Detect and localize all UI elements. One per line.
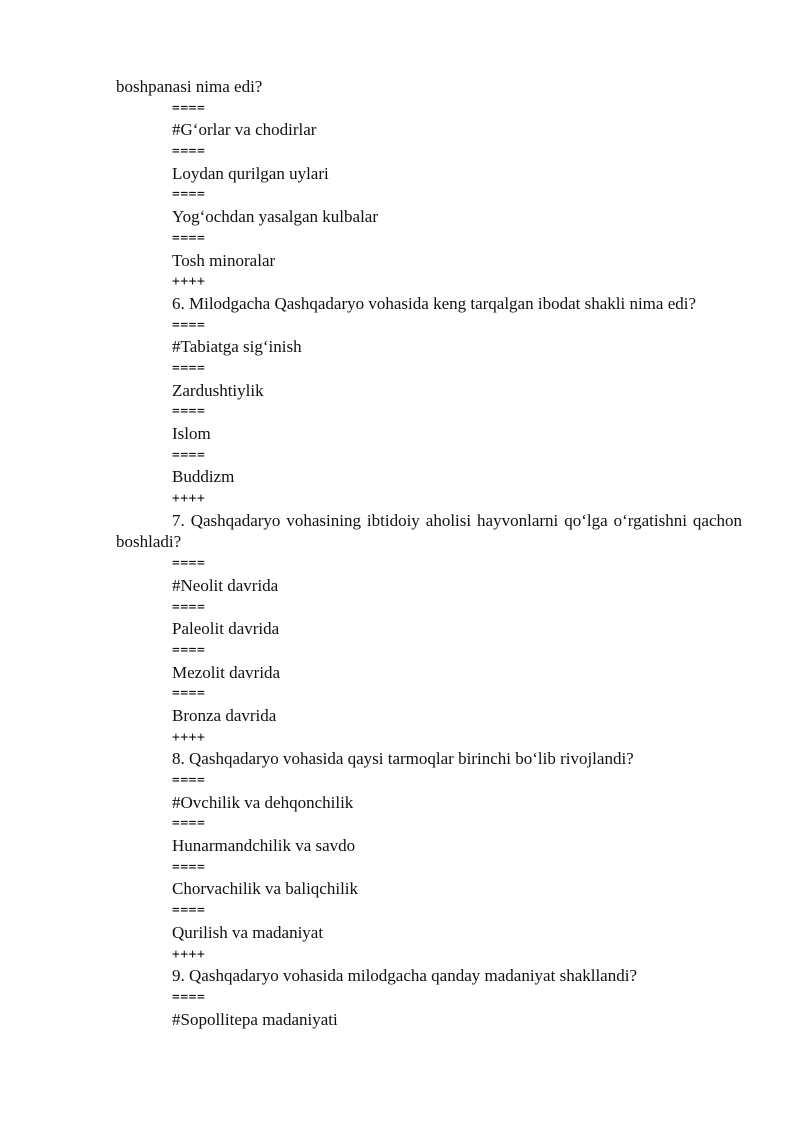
separator-line: ====	[172, 447, 206, 463]
separator-line: ====	[172, 686, 206, 702]
correct-answer-line: #Ovchilik va dehqonchilik	[172, 792, 354, 812]
separator-line: ====	[172, 599, 206, 615]
separator-line: ====	[172, 230, 206, 246]
separator-line: ====	[172, 187, 206, 203]
separator-line: ====	[172, 360, 206, 376]
separator-line: ====	[172, 903, 206, 919]
correct-answer-line: #Sopollitepa madaniyati	[172, 1009, 338, 1029]
text-line: Qurilish va madaniyat	[172, 922, 324, 942]
text-line: Hunarmandchilik va savdo	[172, 836, 356, 856]
separator-line: ====	[172, 816, 206, 832]
separator-line: ++++	[172, 729, 206, 745]
separator-line: ====	[172, 556, 206, 572]
separator-line: ++++	[172, 491, 206, 507]
text-line: Tosh minoralar	[172, 250, 276, 270]
text-line: Paleolit davrida	[172, 619, 280, 639]
separator-line: ++++	[172, 946, 206, 962]
separator-line: ====	[172, 773, 206, 789]
separator-line: ====	[172, 989, 206, 1005]
correct-answer-line: #G‘orlar va chodirlar	[172, 120, 317, 140]
separator-line: ====	[172, 404, 206, 420]
separator-line: ====	[172, 317, 206, 333]
question-text: 7. Qashqadaryo vohasining ibtidoiy aholisi hayvonlarni qo‘lga o‘rgatishni qachon boshladi?	[116, 510, 742, 552]
text-line: Zardushtiylik	[172, 380, 264, 400]
question-text: 6. Milodgacha Qashqadaryo vohasida keng tarqalgan ibodat shakli nima edi?	[172, 293, 697, 313]
text-line: Chorvachilik va baliqchilik	[172, 879, 359, 899]
text-line: Mezolit davrida	[172, 662, 281, 682]
separator-line: ++++	[172, 274, 206, 290]
text-line: 9. Qashqadaryo vohasida milodgacha qanday madaniyat shakllandi?	[172, 966, 637, 986]
correct-answer-line: #Neolit davrida	[172, 575, 279, 595]
text-line: Loydan qurilgan uylari	[172, 163, 329, 183]
separator-line: ====	[172, 100, 206, 116]
correct-answer-line: #Tabiatga sig‘inish	[172, 337, 302, 357]
separator-line: ====	[172, 642, 206, 658]
text-line: Bronza davrida	[172, 705, 277, 725]
text-line: Yog‘ochdan yasalgan kulbalar	[172, 207, 379, 227]
text-line: boshpanasi nima edi?	[116, 77, 263, 96]
text-line: 8. Qashqadaryo vohasida qaysi tarmoqlar birinchi bo‘lib rivojlandi?	[172, 749, 634, 769]
text-line: Islom	[172, 424, 211, 444]
separator-line: ====	[172, 144, 206, 160]
separator-line: ====	[172, 859, 206, 875]
document-body	[116, 76, 742, 1030]
text-line: Buddizm	[172, 467, 235, 487]
